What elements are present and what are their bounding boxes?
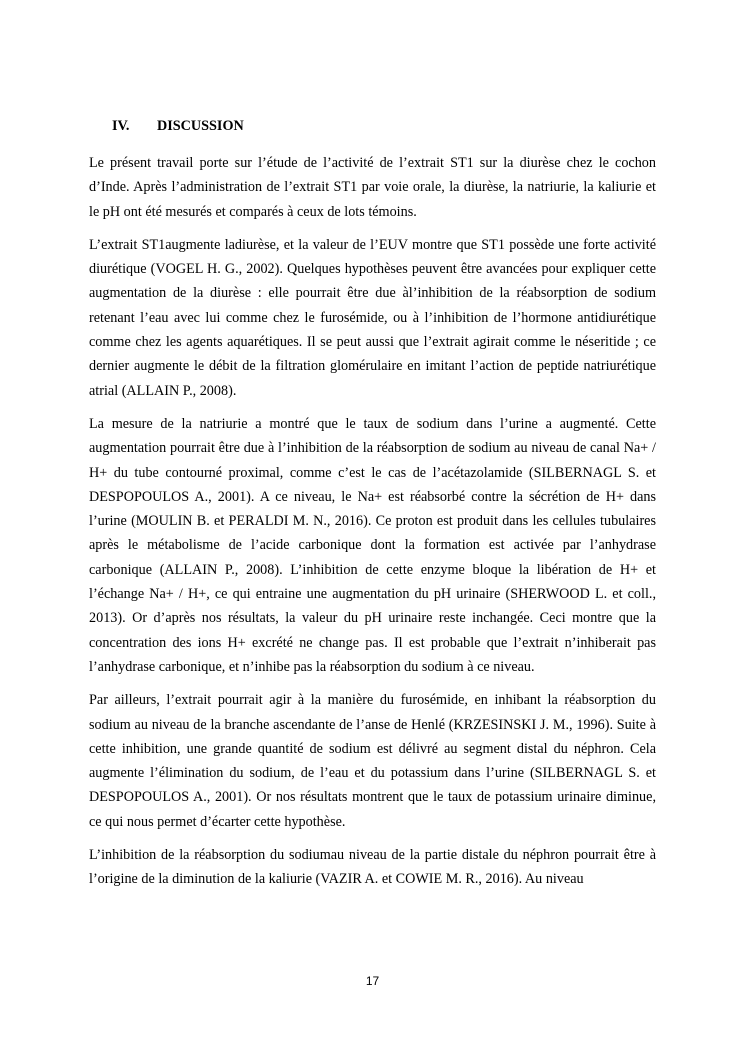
- paragraph-diuresis: L’extrait ST1augmente ladiurèse, et la valeur de l’EUV montre que ST1 possède une forte activité diurétique (VOGEL H. G., 2002). Quelques hypothèses peuvent être avancées pour expliquer cette augmentation de la diurèse : elle pourrait être due àl’inhibition de la réabsorption de sodium retenant l’eau avec lui comme chez le furosémide, ou à l’inhibition de l’hormone antidiurétique comme chez les agents aquarétiques. Il se peut aussi que l’extrait agirait comme le néseritide ; ce dernier augmente le débit de la filtration glomérulaire en imitant l’action de peptide natriurétique atrial (ALLAIN P., 2008).: [89, 236, 656, 399]
- paragraph-furosemide: Par ailleurs, l’extrait pourrait agir à la manière du furosémide, en inhibant la réabsorption du sodium au niveau de la branche ascendante de l’anse de Henlé (KRZESINSKI J. M., 1996). Suite à cette inhibition, une grande quantité de sodium est délivré au segment distal du néphron. Cela augmente l’élimination du sodium, de l’eau et du potassium dans l’urine (SILBERNAGL S. et DESPOPOULOS A., 2001). Or nos résultats montrent que le taux de potassium urinaire diminue, ce qui nous permet d’écarter cette hypothèse.: [89, 692, 656, 830]
- page-number: 17: [365, 974, 380, 988]
- paragraph-natriuresis: La mesure de la natriurie a montré que le taux de sodium dans l’urine a augmenté. Cette augmentation pourrait être due à l’inhibition de la réabsorption de sodium au niveau de canal Na+ / H+ du tube contourné proximal, comme c’est le cas de l’acétazolamide (SILBERNAGL S. et DESPOPOULOS A., 2001). A ce niveau, le Na+ est réabsorbé contre la sécrétion de H+ dans l’urine (MOULIN B. et PERALDI M. N., 2016). Ce proton est produit dans les cellules tubulaires après le métabolisme de l’acide carbonique dont la formation est activée par l’anhydrase carbonique (ALLAIN P., 2008). L’inhibition de cette enzyme bloque la libération de H+ et l’échange Na+ / H+, ce qui entraine une augmentation du pH urinaire (SHERWOOD L. et coll., 2013). Or d’après nos résultats, la valeur du pH urinaire reste inchangée. Ceci montre que la concentration des ions H+ excrété ne change pas. Il est probable que l’extrait n’inhiberait pas l’anhydrase carbonique, et n’inhibe pas la réabsorption du sodium à ce niveau.: [89, 415, 656, 675]
- section-title: DISCUSSION: [157, 118, 244, 134]
- paragraph-intro: Le présent travail porte sur l’étude de l’activité de l’extrait ST1 sur la diurèse chez le cochon d’Inde. Après l’administration de l’extrait ST1 par voie orale, la diurèse, la natriurie, la kaliurie et le pH ont été mesurés et comparés à ceux de lots témoins.: [89, 155, 656, 220]
- discussion-body: [89, 151, 656, 901]
- paragraph-kaliuresis: L’inhibition de la réabsorption du sodiumau niveau de la partie distale du néphron pourrait être à l’origine de la diminution de la kaliurie (VAZIR A. et COWIE M. R., 2016). Au niveau: [89, 847, 656, 888]
- section-heading: [112, 116, 244, 136]
- section-number: IV.: [112, 118, 130, 134]
